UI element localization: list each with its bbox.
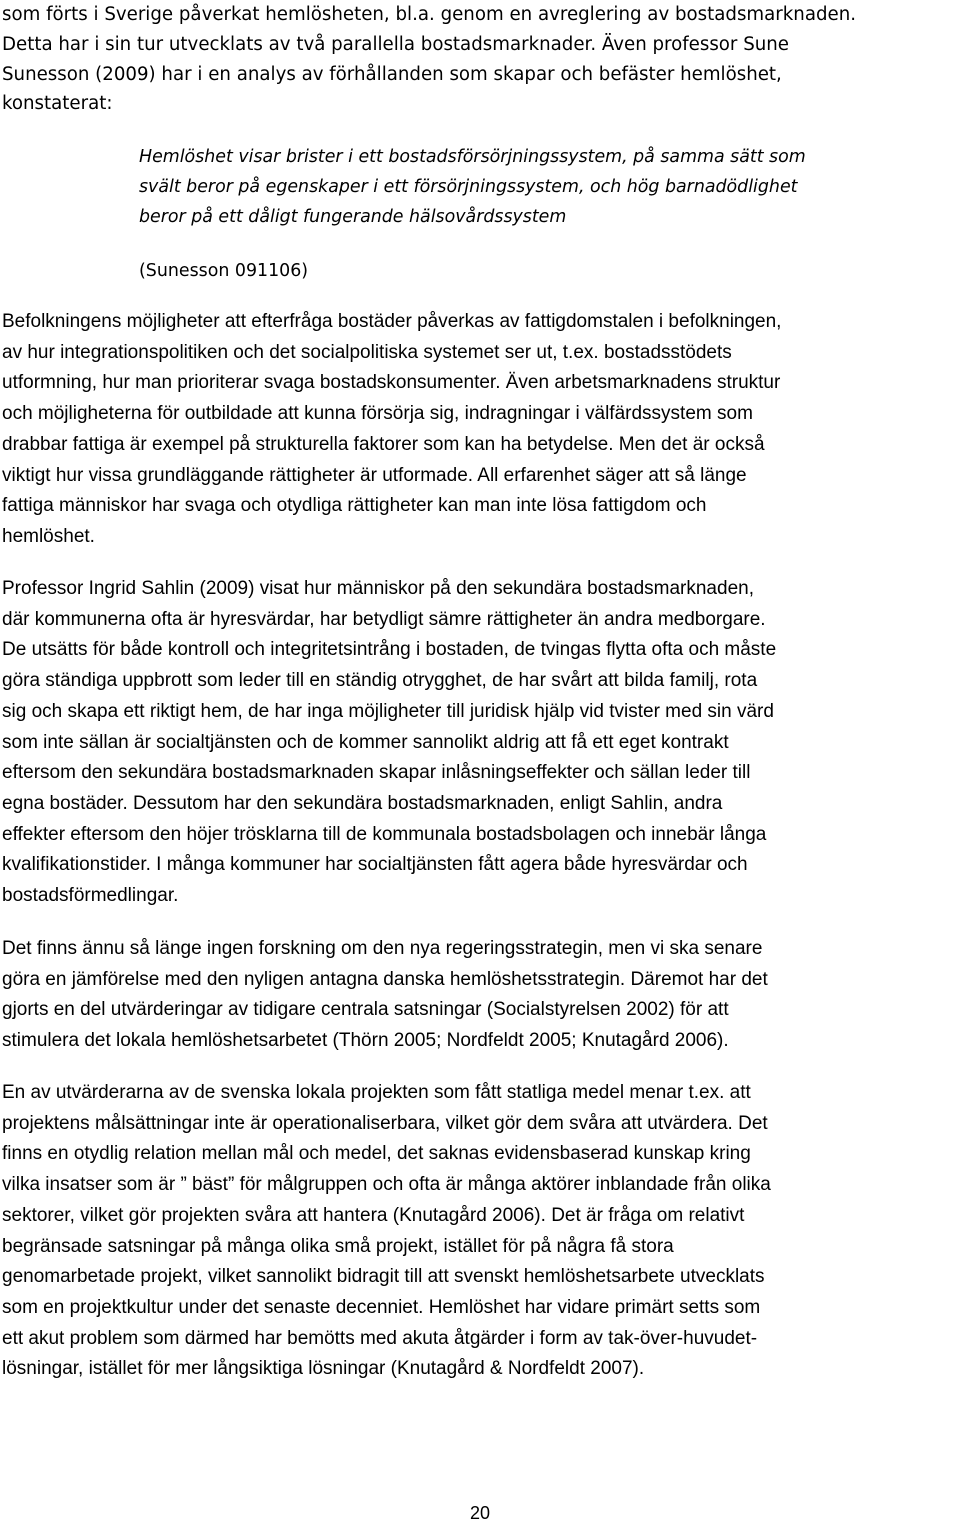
text-line: bostadsförmedlingar. xyxy=(2,885,179,907)
page-number: 20 xyxy=(469,1503,491,1523)
text-line: göra en jämförelse med den nyligen antagna danska hemlöshetsstrategin. Däremot har det xyxy=(2,968,768,990)
text-line: vilka insatser som är ” bäst” för målgruppen och ofta är många aktörer inblandade från olika xyxy=(2,1174,771,1196)
text-line: Professor Ingrid Sahlin (2009) visat hur människor på den sekundära bostadsmarknaden, xyxy=(2,578,754,599)
text-line: göra ständiga uppbrott som leder till en ständig otrygghet, de har svårt att bilda familj, rota xyxy=(2,670,758,692)
text-line: av hur integrationspolitiken och det socialpolitiska systemet ser ut, t.ex. bostadsstödets xyxy=(2,341,732,363)
text-line: stimulera det lokala hemlöshetsarbetet (Thörn 2005; Nordfeldt 2005; Knutagård 2006). xyxy=(2,1030,729,1052)
text-line: utformning, hur man prioriterar svaga bostadskonsumenter. Även arbetsmarknadens struktur xyxy=(2,372,781,394)
body-paragraph-4 xyxy=(2,1078,950,1385)
quote-line: beror på ett dåligt fungerande hälsovårdssystem xyxy=(139,207,567,227)
text-line: Befolkningens möjligheter att efterfråga bostäder påverkas av fattigdomstalen i befolkningen, xyxy=(2,311,782,332)
text-line: som en projektkultur under det senaste decenniet. Hemlöshet har vidare primärt setts som xyxy=(2,1296,761,1318)
text-line: konstaterat: xyxy=(2,93,113,115)
block-quote xyxy=(139,142,904,232)
text-line: Detta har i sin tur utvecklats av två parallella bostadsmarknader. Även professor Sune xyxy=(2,33,789,55)
text-line: som förts i Sverige påverkat hemlösheten, bl.a. genom en avreglering av bostadsmarknaden. xyxy=(2,4,857,25)
text-line: begränsade satsningar på många olika små projekt, istället för på några få stora xyxy=(2,1235,674,1257)
text-line: ett akut problem som därmed har bemötts med akuta åtgärder i form av tak-över-huvudet- xyxy=(2,1327,758,1349)
text-line: sig och skapa ett riktigt hem, de har inga möjligheter till juridisk hjälp vid tvister med sin värd xyxy=(2,700,774,722)
text-line: egna bostäder. Dessutom har den sekundära bostadsmarknaden, enligt Sahlin, andra xyxy=(2,792,723,814)
intro-paragraph xyxy=(2,0,952,119)
body-paragraph-2 xyxy=(2,574,950,912)
text-line: kvalifikationstider. I många kommuner har socialtjänsten fått agera både hyresvärdar och xyxy=(2,854,748,876)
text-line: En av utvärderarna av de svenska lokala projekten som fått statliga medel menar t.ex. att xyxy=(2,1082,751,1103)
text-line: där kommunerna ofta är hyresvärdar, har betydligt sämre rättigheter än andra medborgare. xyxy=(2,608,766,630)
text-line: lösningar, istället för mer långsiktiga lösningar (Knutagård & Nordfeldt 2007). xyxy=(2,1358,645,1380)
text-line: Det finns ännu så länge ingen forskning om den nya regeringsstrategin, men vi ska senare xyxy=(2,938,763,959)
quote-citation: (Sunesson 091106) xyxy=(139,261,309,281)
text-line: projektens målsättningar inte är operationaliserbara, vilket gör dem svåra att utvärdera. Det xyxy=(2,1112,768,1134)
quote-line: Hemlöshet visar brister i ett bostadsförsörjningssystem, på samma sätt som xyxy=(139,147,806,167)
text-line: Sunesson (2009) har i en analys av förhållanden som skapar och befäster hemlöshet, xyxy=(2,63,782,85)
text-line: De utsätts för både kontroll och integritetsintrång i bostaden, de tvingas flytta ofta och måste xyxy=(2,639,777,661)
text-line: hemlöshet. xyxy=(2,525,95,547)
text-line: genomarbetade projekt, vilket sannolikt bidragit till att svenskt hemlöshetsarbete utvecklats xyxy=(2,1266,765,1288)
text-line: gjorts en del utvärderingar av tidigare centrala satsningar (Socialstyrelsen 2002) för att xyxy=(2,999,729,1021)
text-line: sektorer, vilket gör projekten svåra att hantera (Knutagård 2006). Det är fråga om relativt xyxy=(2,1204,745,1226)
quote-line: svält beror på egenskaper i ett försörjningssystem, och hög barnadödlighet xyxy=(139,177,798,197)
body-paragraph-3 xyxy=(2,934,950,1057)
text-line: som inte sällan är socialtjänsten och de kommer sannolikt aldrig att få ett eget kontrakt xyxy=(2,731,729,753)
text-line: effekter eftersom den höjer trösklarna till de kommunala bostadsbolagen och innebär långa xyxy=(2,823,767,845)
text-line: finns en otydlig relation mellan mål och medel, det saknas evidensbaserad kunskap kring xyxy=(2,1143,751,1165)
text-line: drabbar fattiga är exempel på strukturella faktorer som kan ha betydelse. Men det är också xyxy=(2,433,765,455)
text-line: viktigt hur vissa grundläggande rättigheter är utformade. All erfarenhet säger att så länge xyxy=(2,464,747,486)
text-line: fattiga människor har svaga och otydliga rättigheter kan man inte lösa fattigdom och xyxy=(2,495,707,517)
body-paragraph-1 xyxy=(2,307,950,553)
text-line: och möjligheterna för outbildade att kunna försörja sig, indragningar i välfärdssystem som xyxy=(2,403,753,425)
text-line: eftersom den sekundära bostadsmarknaden skapar inlåsningseffekter och sällan leder till xyxy=(2,762,751,784)
